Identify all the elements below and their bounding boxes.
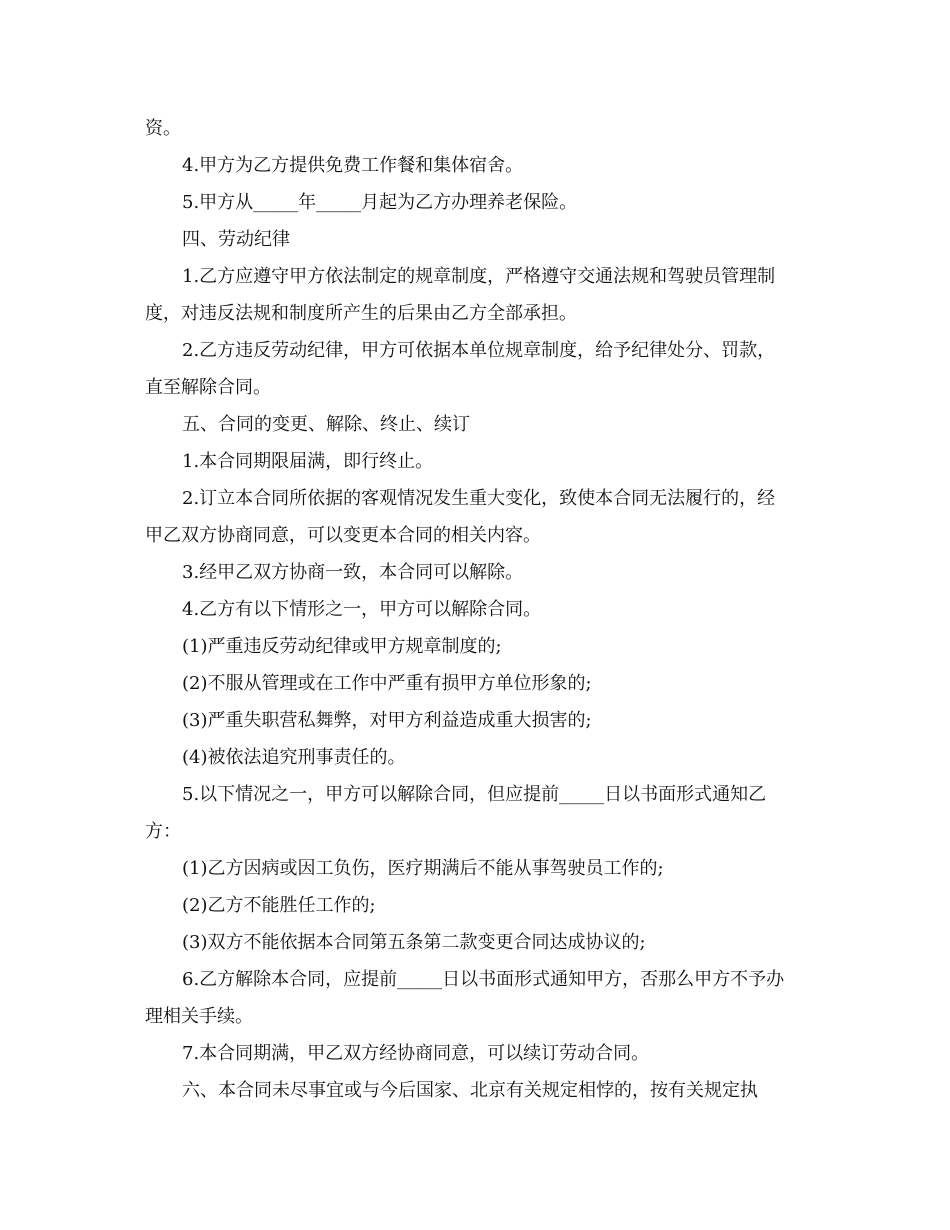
line-1: 资。 bbox=[145, 118, 181, 139]
line-24: 6.乙方解除本合同，应提前_____日以书面形式通知甲方，否那么甲方不予办 bbox=[182, 969, 785, 990]
line-11: 2.订立本合同所依据的客观情况发生重大变化，致使本合同无法履行的，经 bbox=[182, 488, 776, 509]
line-19: 5.以下情况之一，甲方可以解除合同，但应提前_____日以书面形式通知乙 bbox=[182, 784, 767, 805]
line-16: (2)不服从管理或在工作中严重有损甲方单位形象的; bbox=[182, 673, 592, 694]
line-23: (3)双方不能依据本合同第五条第二款变更合同达成协议的; bbox=[182, 932, 646, 953]
line-5: 1.乙方应遵守甲方依法制定的规章制度，严格遵守交通法规和驾驶员管理制 bbox=[182, 266, 776, 287]
line-22: (2)乙方不能胜任工作的; bbox=[182, 895, 376, 916]
line-25: 理相关手续。 bbox=[145, 1006, 253, 1027]
line-2: 4.甲方为乙方提供免费工作餐和集体宿舍。 bbox=[182, 155, 524, 176]
line-18: (4)被依法追究刑事责任的。 bbox=[182, 747, 406, 768]
section-heading-6: 六、本合同未尽事宜或与今后国家、北京有关规定相悖的，按有关规定执 bbox=[182, 1080, 758, 1101]
line-13: 3.经甲乙双方协商一致，本合同可以解除。 bbox=[182, 562, 524, 583]
line-6: 度，对违反法规和制度所产生的后果由乙方全部承担。 bbox=[145, 303, 577, 324]
line-15: (1)严重违反劳动纪律或甲方规章制度的; bbox=[182, 636, 502, 657]
line-7: 2.乙方违反劳动纪律，甲方可依据本单位规章制度，给予纪律处分、罚款， bbox=[182, 340, 776, 361]
section-heading-4: 四、劳动纪律 bbox=[182, 229, 290, 250]
section-heading-5: 五、合同的变更、解除、终止、续订 bbox=[182, 414, 470, 435]
line-3: 5.甲方从_____年_____月起为乙方办理养老保险。 bbox=[182, 192, 578, 213]
line-10: 1.本合同期限届满，即行终止。 bbox=[182, 451, 434, 472]
line-12: 甲乙双方协商同意，可以变更本合同的相关内容。 bbox=[145, 525, 541, 546]
line-21: (1)乙方因病或因工负伤，医疗期满后不能从事驾驶员工作的; bbox=[182, 858, 664, 879]
line-17: (3)严重失职营私舞弊，对甲方利益造成重大损害的; bbox=[182, 710, 592, 731]
line-8: 直至解除合同。 bbox=[145, 377, 271, 398]
line-26: 7.本合同期满，甲乙双方经协商同意，可以续订劳动合同。 bbox=[182, 1043, 650, 1064]
line-20: 方： bbox=[145, 821, 181, 842]
line-14: 4.乙方有以下情形之一，甲方可以解除合同。 bbox=[182, 599, 542, 620]
